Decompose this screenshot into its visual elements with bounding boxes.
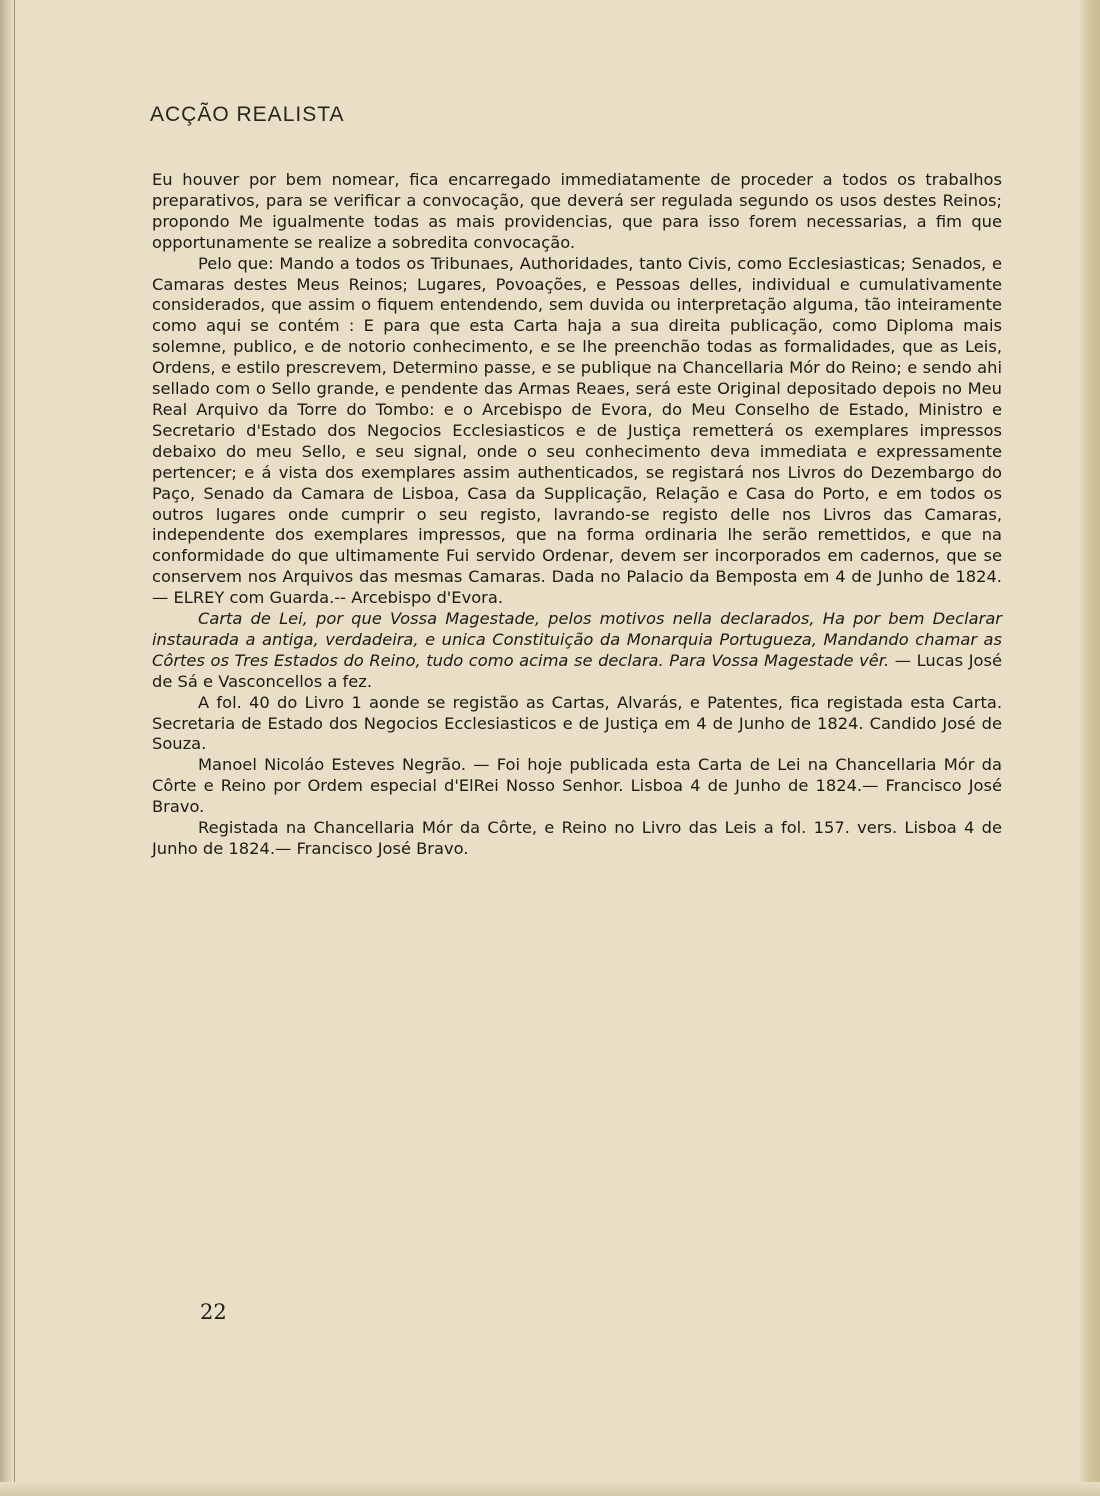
paragraph-chancellery-record: Registada na Chancellaria Mór da Côrte, e Reino no Livro das Leis a fol. 157. vers. Lisboa 4 de Junho de 1824.— Francisco José Bravo.: [152, 818, 1002, 858]
paragraph-publication: Manoel Nicoláo Esteves Negrão. — Foi hoje publicada esta Carta de Lei na Chancellaria Mór da Côrte e Reino por Ordem especial d'ElRei Nosso Senhor. Lisboa 4 de Junho de 1824.— Francisco José Bravo.: [152, 755, 1002, 817]
italic-title-text: Carta de Lei, por que Vossa Magestade, pelos motivos nella declarados, Ha por bem Declarar instaurada a antiga, verdadeira, e unica Constituição da Monarquia Portugueza, Mandando chamar as Côrtes os Tres Estados do Reino, tudo como acima se declara. Para Vossa Magestade vêr.: [152, 609, 1002, 670]
gutter-fold-line: [14, 0, 15, 1496]
paragraph-title-note: [152, 609, 1002, 693]
running-head: ACÇÃO REALISTA: [150, 103, 345, 126]
paragraph-continuation: Eu houver por bem nomear, fica encarregado immediatamente de proceder a todos os trabalhos preparativos, para se verificar a convocação, que deverá ser regulada segundo os usos destes Reinos; propondo Me igualmente todas as mais providencias, que para isso forem necessarias, a fim que opportunamente se realize a sobredita convocação.: [152, 170, 1002, 252]
paragraph-registration: A fol. 40 do Livro 1 aonde se registão as Cartas, Alvarás, e Patentes, fica registada esta Carta. Secretaria de Estado dos Negocios Ecclesiasticos e de Justiça em 4 de Junho de 1824. Candido José de Souza.: [152, 692, 1002, 754]
paragraph-mandate: Pelo que: Mando a todos os Tribunaes, Authoridades, tanto Civis, como Ecclesiasticas; Senados, e Camaras destes Meus Reinos; Lugares, Povoações, e Pessoas delles, individual e cumulativamente considerados, que assim o fiquem entendendo, sem duvida ou interpretação alguma, tão inteiramente como aqui se contém : E para que esta Carta haja a sua direita publicação, como Diploma mais solemne, publico, e de notorio conhecimento, e se lhe preenchão todas as formalidades, que as Leis, Ordens, e estilo prescrevem, Determino passe, e se publique na Chancellaria Mór do Reino; e sendo ahi sellado com o Sello grande, e pendente das Armas Reaes, será este Original depositado depois no Meu Real Arquivo da Torre do Tombo: e o Arcebispo de Evora, do Meu Conselho de Estado, Ministro e Secretario d'Estado dos Negocios Ecclesiasticos e de Justiça remetterá os exemplares impressos debaixo do meu Sello, e seu signal, onde o seu conhecimento deva immediata e expressamente pertencer; e á vista dos exemplares assim authenticados, se registará nos Livros do Dezembargo do Paço, Senado da Camara de Lisboa, Casa da Supplicação, Relação e Casa do Porto, e em todos os outros lugares onde cumprir o seu registo, lavrando-se registo delle nos Livros das Camaras, independente dos exemplares impressos, que na forma ordinaria lhe serão remettidos, e que na conformidade do que ultimamente Fui servido Ordenar, devem ser incorporados em cadernos, que se conservem nos Arquivos das mesmas Camaras. Dada no Palacio da Bemposta em 4 de Junho de 1824.— ELREY com Guarda.-- Arcebispo d'Evora.: [152, 253, 1002, 608]
author-credit-text: — Lucas José de Sá e Vasconcellos a fez.: [152, 650, 1002, 691]
body-text: [152, 170, 1002, 860]
page-right-edge: [1078, 0, 1100, 1496]
page-gutter: [0, 0, 14, 1496]
page-number: 22: [200, 1300, 227, 1324]
page-bottom-edge: [0, 1482, 1100, 1496]
